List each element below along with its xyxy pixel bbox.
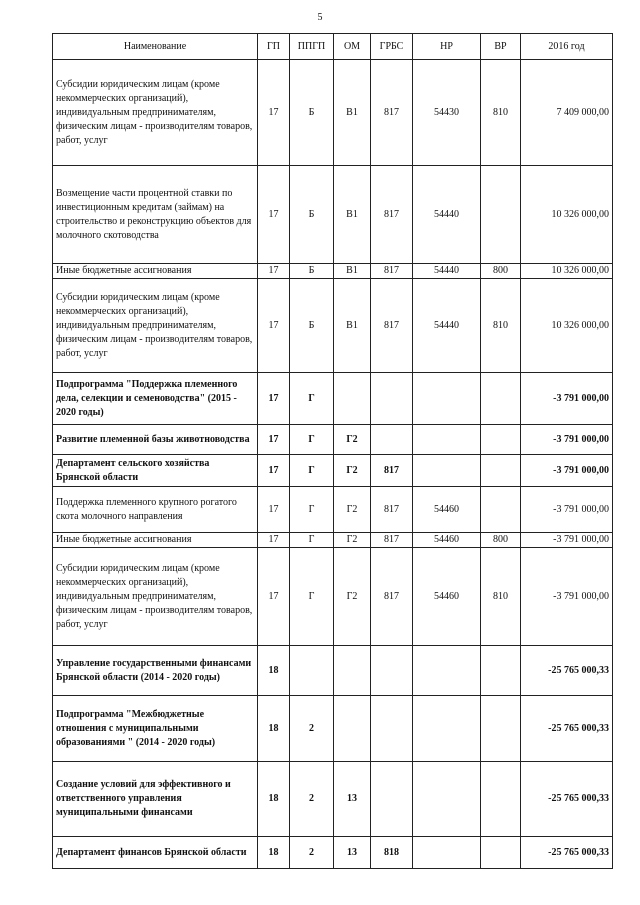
cell-vr bbox=[481, 373, 521, 425]
cell-nr: 54430 bbox=[413, 60, 481, 166]
cell-gp: 18 bbox=[258, 646, 290, 696]
table-row bbox=[53, 279, 613, 373]
cell-grbs: 817 bbox=[371, 548, 413, 646]
table-row bbox=[53, 425, 613, 455]
cell-vr bbox=[481, 487, 521, 533]
cell-ppgp: Б bbox=[290, 60, 334, 166]
cell-om: Г2 bbox=[334, 425, 371, 455]
cell-gp: 17 bbox=[258, 533, 290, 548]
cell-ppgp: Г bbox=[290, 548, 334, 646]
cell-amount: -3 791 000,00 bbox=[521, 533, 613, 548]
table-row bbox=[53, 762, 613, 837]
cell-grbs: 817 bbox=[371, 455, 413, 487]
table-row bbox=[53, 548, 613, 646]
cell-gp: 17 bbox=[258, 279, 290, 373]
cell-om: 13 bbox=[334, 837, 371, 869]
cell-nr bbox=[413, 762, 481, 837]
cell-ppgp: Г bbox=[290, 455, 334, 487]
cell-grbs: 818 bbox=[371, 837, 413, 869]
cell-ppgp bbox=[290, 646, 334, 696]
cell-ppgp: 2 bbox=[290, 837, 334, 869]
cell-gp: 17 bbox=[258, 166, 290, 264]
table-row bbox=[53, 373, 613, 425]
cell-nr: 54440 bbox=[413, 264, 481, 279]
cell-ppgp: Г bbox=[290, 373, 334, 425]
cell-name: Департамент сельского хозяйства Брянской области bbox=[53, 455, 258, 487]
cell-name: Департамент финансов Брянской области bbox=[53, 837, 258, 869]
table-row bbox=[53, 264, 613, 279]
cell-amount: 10 326 000,00 bbox=[521, 279, 613, 373]
cell-vr: 810 bbox=[481, 548, 521, 646]
cell-om: В1 bbox=[334, 264, 371, 279]
cell-amount: -3 791 000,00 bbox=[521, 455, 613, 487]
cell-amount: -25 765 000,33 bbox=[521, 762, 613, 837]
cell-grbs bbox=[371, 646, 413, 696]
cell-ppgp: Б bbox=[290, 264, 334, 279]
table-row bbox=[53, 533, 613, 548]
cell-grbs bbox=[371, 762, 413, 837]
cell-ppgp: Г bbox=[290, 487, 334, 533]
table-row bbox=[53, 837, 613, 869]
cell-om bbox=[334, 373, 371, 425]
cell-grbs bbox=[371, 696, 413, 762]
cell-om bbox=[334, 646, 371, 696]
cell-nr bbox=[413, 696, 481, 762]
cell-vr: 810 bbox=[481, 279, 521, 373]
cell-grbs: 817 bbox=[371, 279, 413, 373]
cell-gp: 17 bbox=[258, 425, 290, 455]
cell-name: Субсидии юридическим лицам (кроме некоммерческих организаций), индивидуальным предпринимателям, физическим лицам - производителям товаров, работ, услуг bbox=[53, 279, 258, 373]
cell-gp: 17 bbox=[258, 60, 290, 166]
cell-amount: 10 326 000,00 bbox=[521, 166, 613, 264]
cell-vr bbox=[481, 166, 521, 264]
cell-nr: 54460 bbox=[413, 533, 481, 548]
cell-nr: 54440 bbox=[413, 279, 481, 373]
cell-grbs: 817 bbox=[371, 166, 413, 264]
table-row bbox=[53, 166, 613, 264]
cell-vr bbox=[481, 696, 521, 762]
cell-vr: 810 bbox=[481, 60, 521, 166]
cell-nr: 54440 bbox=[413, 166, 481, 264]
cell-om: Г2 bbox=[334, 487, 371, 533]
cell-name: Субсидии юридическим лицам (кроме некоммерческих организаций), индивидуальным предпринимателям, физическим лицам - производителям товаров, работ, услуг bbox=[53, 548, 258, 646]
cell-nr bbox=[413, 455, 481, 487]
cell-amount: -25 765 000,33 bbox=[521, 646, 613, 696]
cell-amount: -3 791 000,00 bbox=[521, 548, 613, 646]
column-header-ppgp: ППГП bbox=[290, 34, 334, 60]
cell-grbs: 817 bbox=[371, 487, 413, 533]
cell-name: Субсидии юридическим лицам (кроме некоммерческих организаций), индивидуальным предпринимателям, физическим лицам - производителям товаров, работ, услуг bbox=[53, 60, 258, 166]
cell-nr: 54460 bbox=[413, 487, 481, 533]
cell-vr bbox=[481, 425, 521, 455]
table-row bbox=[53, 696, 613, 762]
cell-gp: 17 bbox=[258, 548, 290, 646]
cell-om: Г2 bbox=[334, 533, 371, 548]
cell-name: Управление государственными финансами Брянской области (2014 - 2020 годы) bbox=[53, 646, 258, 696]
column-header-om: ОМ bbox=[334, 34, 371, 60]
cell-om: Г2 bbox=[334, 455, 371, 487]
cell-amount: 10 326 000,00 bbox=[521, 264, 613, 279]
cell-nr bbox=[413, 837, 481, 869]
cell-vr bbox=[481, 837, 521, 869]
cell-ppgp: 2 bbox=[290, 696, 334, 762]
cell-gp: 17 bbox=[258, 264, 290, 279]
column-header-year: 2016 год bbox=[521, 34, 613, 60]
cell-grbs bbox=[371, 373, 413, 425]
cell-name: Развитие племенной базы животноводства bbox=[53, 425, 258, 455]
cell-gp: 18 bbox=[258, 696, 290, 762]
cell-name: Подпрограмма "Межбюджетные отношения с муниципальными образованиями " (2014 - 2020 годы) bbox=[53, 696, 258, 762]
cell-nr bbox=[413, 425, 481, 455]
cell-nr bbox=[413, 646, 481, 696]
cell-gp: 17 bbox=[258, 373, 290, 425]
page-number: 5 bbox=[317, 12, 323, 23]
cell-om bbox=[334, 696, 371, 762]
cell-om: Г2 bbox=[334, 548, 371, 646]
cell-amount: -3 791 000,00 bbox=[521, 373, 613, 425]
cell-name: Поддержка племенного крупного рогатого скота молочного направления bbox=[53, 487, 258, 533]
cell-ppgp: Б bbox=[290, 279, 334, 373]
cell-vr: 800 bbox=[481, 533, 521, 548]
column-header-gp: ГП bbox=[258, 34, 290, 60]
cell-ppgp: Б bbox=[290, 166, 334, 264]
cell-vr: 800 bbox=[481, 264, 521, 279]
table-row bbox=[53, 646, 613, 696]
cell-name: Создание условий для эффективного и ответственного управления муниципальными финансами bbox=[53, 762, 258, 837]
cell-gp: 18 bbox=[258, 762, 290, 837]
cell-vr bbox=[481, 646, 521, 696]
cell-om: В1 bbox=[334, 166, 371, 264]
cell-vr bbox=[481, 762, 521, 837]
column-header-grbs: ГРБС bbox=[371, 34, 413, 60]
cell-vr bbox=[481, 455, 521, 487]
cell-om: 13 bbox=[334, 762, 371, 837]
column-header-vr: ВР bbox=[481, 34, 521, 60]
cell-om: В1 bbox=[334, 279, 371, 373]
cell-gp: 18 bbox=[258, 837, 290, 869]
column-header-nr: НР bbox=[413, 34, 481, 60]
table-header-row bbox=[53, 34, 613, 60]
cell-amount: -25 765 000,33 bbox=[521, 837, 613, 869]
cell-name: Иные бюджетные ассигнования bbox=[53, 264, 258, 279]
cell-grbs bbox=[371, 425, 413, 455]
cell-gp: 17 bbox=[258, 487, 290, 533]
cell-om: В1 bbox=[334, 60, 371, 166]
table-row bbox=[53, 487, 613, 533]
cell-amount: 7 409 000,00 bbox=[521, 60, 613, 166]
cell-nr: 54460 bbox=[413, 548, 481, 646]
cell-grbs: 817 bbox=[371, 264, 413, 279]
cell-amount: -3 791 000,00 bbox=[521, 487, 613, 533]
cell-grbs: 817 bbox=[371, 533, 413, 548]
cell-amount: -3 791 000,00 bbox=[521, 425, 613, 455]
cell-name: Возмещение части процентной ставки по инвестиционным кредитам (займам) на строительство и реконструкцию объектов для молочного скотоводства bbox=[53, 166, 258, 264]
cell-ppgp: Г bbox=[290, 425, 334, 455]
cell-name: Подпрограмма "Поддержка племенного дела, селекции и семеноводства" (2015 - 2020 годы) bbox=[53, 373, 258, 425]
cell-name: Иные бюджетные ассигнования bbox=[53, 533, 258, 548]
table-row bbox=[53, 60, 613, 166]
column-header-name: Наименование bbox=[53, 34, 258, 60]
budget-table bbox=[52, 33, 613, 869]
cell-ppgp: 2 bbox=[290, 762, 334, 837]
table-row bbox=[53, 455, 613, 487]
cell-nr bbox=[413, 373, 481, 425]
cell-grbs: 817 bbox=[371, 60, 413, 166]
cell-amount: -25 765 000,33 bbox=[521, 696, 613, 762]
cell-gp: 17 bbox=[258, 455, 290, 487]
cell-ppgp: Г bbox=[290, 533, 334, 548]
